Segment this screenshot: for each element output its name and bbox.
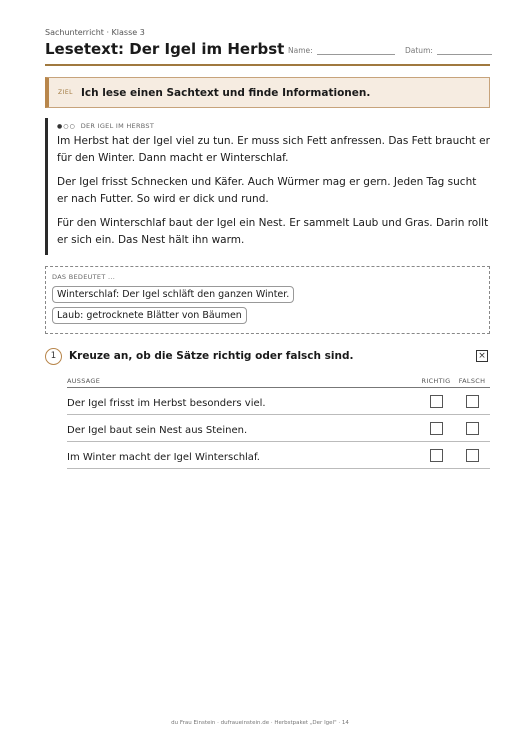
task-instruction: Kreuze an, ob die Sätze richtig oder falsch sind. xyxy=(69,350,354,362)
true-false-table xyxy=(67,374,490,469)
goal-text: Ich lese einen Sachtext und finde Informationen. xyxy=(81,86,371,99)
worksheet-page xyxy=(45,0,490,735)
glossary-item: Laub: getrocknete Blätter von Bäumen xyxy=(52,307,247,324)
table-header xyxy=(67,374,490,388)
table-row xyxy=(67,388,490,415)
name-label: Name: xyxy=(288,46,313,55)
text-label: DER IGEL IM HERBST xyxy=(80,122,155,130)
header-divider xyxy=(45,64,490,66)
page-footer: du Frau Einstein · dufraueinstein.de · Herbstpaket „Der Igel" · 14 xyxy=(171,720,349,726)
statement-text: Im Winter macht der Igel Winterschlaf. xyxy=(67,451,260,463)
pencil-box-icon: × xyxy=(476,350,488,362)
false-checkbox[interactable] xyxy=(466,395,479,408)
statement-text: Der Igel frisst im Herbst besonders viel. xyxy=(67,397,266,409)
date-label: Datum: xyxy=(405,46,433,55)
difficulty-dots-icon: ●○○ xyxy=(57,122,76,130)
name-field[interactable] xyxy=(288,46,395,55)
glossary-box xyxy=(45,266,490,334)
task-header xyxy=(45,346,490,366)
task-number: 1 xyxy=(45,348,62,365)
table-row xyxy=(67,415,490,442)
false-checkbox[interactable] xyxy=(466,449,479,462)
date-field[interactable] xyxy=(405,46,492,55)
subject-line: Sachunterricht · Klasse 3 xyxy=(45,28,145,37)
task-1 xyxy=(45,346,490,463)
glossary-item: Winterschlaf: Der Igel schläft den ganzen Winter. xyxy=(52,286,294,303)
true-checkbox[interactable] xyxy=(430,449,443,462)
text-header xyxy=(57,122,490,130)
name-line[interactable] xyxy=(317,46,395,55)
table-row xyxy=(67,442,490,469)
col-statement: AUSSAGE xyxy=(67,376,101,385)
reading-text xyxy=(45,118,490,255)
paragraph: Im Herbst hat der Igel viel zu tun. Er muss sich Fett anfressen. Das Fett braucht er für den Winter. Dann macht er Winterschlaf. xyxy=(57,135,490,164)
col-true: RICHTIG xyxy=(421,376,451,385)
page-title: Lesetext: Der Igel im Herbst xyxy=(45,40,285,58)
statement-text: Der Igel baut sein Nest aus Steinen. xyxy=(67,424,248,436)
date-line[interactable] xyxy=(437,46,492,55)
goal-tag: ZIEL xyxy=(58,89,74,96)
paragraph: Für den Winterschlaf baut der Igel ein Nest. Er sammelt Laub und Gras. Darin rollt er sich ein. Das Nest hält ihn warm. xyxy=(57,217,489,246)
true-checkbox[interactable] xyxy=(430,395,443,408)
paragraph: Der Igel frisst Schnecken und Käfer. Auch Würmer mag er gern. Jeden Tag sucht er nach Futter. So wird er dick und rund. xyxy=(57,176,477,205)
col-false: FALSCH xyxy=(458,376,486,385)
goal-box xyxy=(45,77,490,108)
true-checkbox[interactable] xyxy=(430,422,443,435)
glossary-title: DAS BEDEUTET ... xyxy=(52,273,116,281)
false-checkbox[interactable] xyxy=(466,422,479,435)
